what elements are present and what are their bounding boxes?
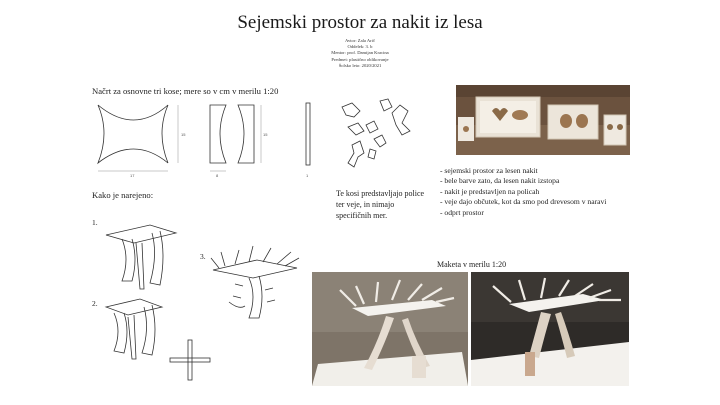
model-photo-2-content — [471, 272, 629, 386]
step-1-label: 1. — [92, 218, 98, 227]
step-2-label: 2. — [92, 299, 98, 308]
piece-wide — [98, 105, 168, 163]
how-heading: Kako je narejeno: — [92, 190, 154, 200]
dim-w3: 1 — [306, 173, 309, 178]
author-info — [260, 38, 460, 69]
school-year-line: Šolsko leto: 2020/2021 — [338, 62, 382, 68]
concept-bullets — [440, 166, 606, 218]
model-photo-1 — [312, 272, 468, 386]
bullet-item: - nakit je predstavljen na policah — [440, 186, 540, 196]
jewelry-photo-content — [456, 85, 630, 155]
bullet-item: - veje dajo občutek, kot da smo pod drevesom v naravi — [440, 197, 607, 207]
step-3-drawing — [205, 240, 305, 325]
cross-section-drawing — [168, 338, 216, 388]
model-photo-2 — [471, 272, 629, 386]
step-1-drawing — [100, 215, 190, 295]
dim-w2: 8 — [216, 173, 219, 178]
model-caption: Maketa v merilu 1:20 — [437, 260, 507, 269]
page-title: Sejemski prostor za nakit iz lesa — [237, 12, 483, 33]
piece-plank — [306, 103, 310, 165]
class-line: Oddelek: 3. b — [347, 44, 373, 50]
branch-pieces-drawing — [330, 95, 420, 185]
sketch-heading: Načrt za osnovne tri kose; mere so v cm v merilu 1:20 — [92, 86, 279, 96]
bullet-item: - bele barve zato, da lesen nakit izstopa — [440, 176, 560, 186]
bullet-item: - odprt prostor — [440, 207, 484, 217]
dim-h2: 15 — [263, 132, 268, 137]
pieces-plan-drawing — [86, 95, 326, 180]
bullet-item: - sejemski prostor za lesen nakit — [440, 166, 538, 175]
piece-half-left — [210, 105, 226, 163]
jewelry-photo — [456, 85, 630, 155]
dim-w1: 17 — [130, 173, 135, 178]
subject-line: Predmet: plastično oblikovanje — [331, 56, 389, 62]
model-photo-1-content — [312, 272, 468, 386]
branches-note: Te kosi predstavljajo police ter veje, in nimajo specifičnih mer. — [336, 189, 425, 220]
author-line: Avtor: Zala Arič — [344, 38, 376, 43]
piece-half-right — [238, 105, 254, 163]
dim-h1: 15 — [181, 132, 186, 137]
mentor-line: Mentor: prof. Damijan Kracina — [331, 50, 389, 56]
step-2-drawing — [100, 295, 170, 365]
step-3-label: 3. — [200, 252, 206, 261]
